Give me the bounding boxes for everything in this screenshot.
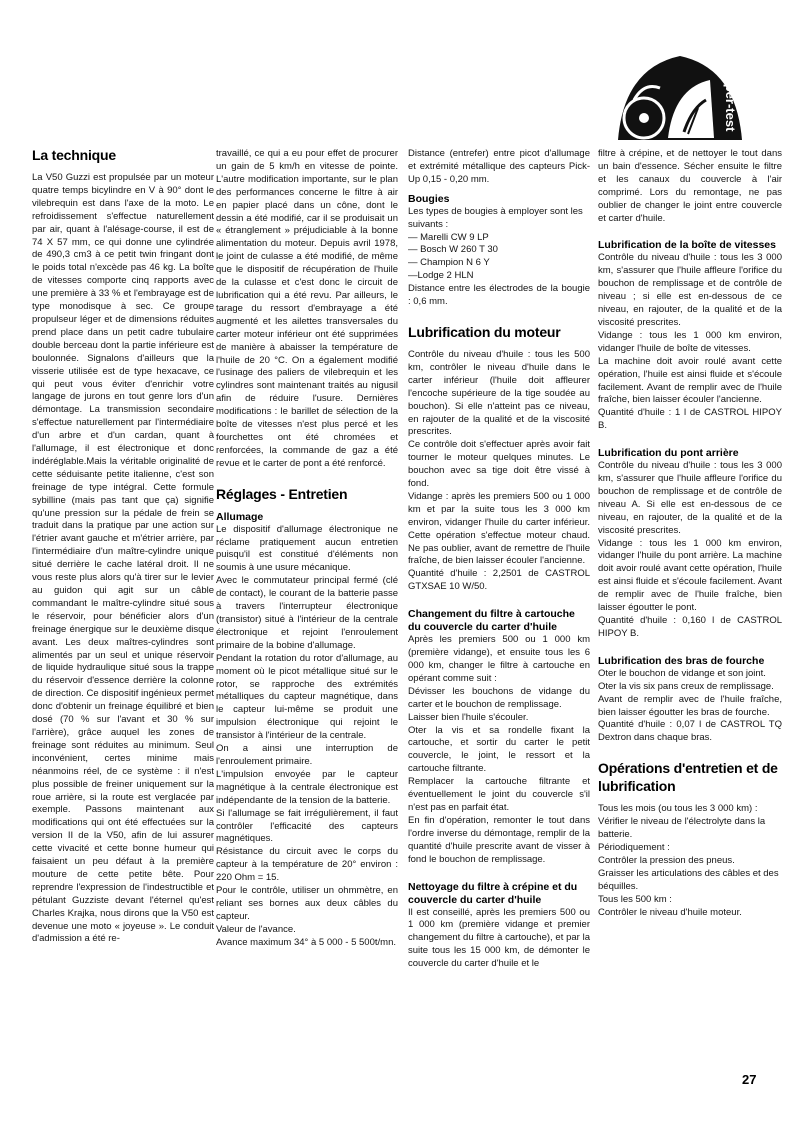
paragraph: Avant de remplir avec de l'huile fraîche, bien laisser égoutter les bras de fourche.	[598, 693, 782, 718]
column-2	[216, 148, 398, 950]
paragraph: Quantité d'huile : 0,160 l de CASTROL HIPOY B.	[598, 615, 782, 639]
subheading-allumage: Allumage	[216, 510, 264, 523]
paragraph: Résistance du circuit avec le corps du capteur à la température de 20° environ : 220 Ohm = 15.	[216, 846, 398, 884]
paragraph: La machine doit avoir roulé avant cette opération, l'huile est ainsi fluide et s'écoule facilement. Avant de remplir avec de l'huile fraîche, bien laisser écouler l'ancienne.	[598, 355, 782, 406]
subheading-nettoyage-filtre: Nettoyage du filtre à crépine et du couvercle du carter d'huile	[408, 880, 578, 906]
paragraph: Tous les mois (ou tous les 3 000 km) :	[598, 803, 758, 815]
column-4	[598, 148, 782, 919]
paragraph: Le dispositif d'allumage électronique ne réclame pratiquement aucun entretien puisqu'il est constitué d'éléments non soumis à une usure mécanique.	[216, 523, 398, 574]
page-number: 27	[742, 1072, 757, 1087]
paragraph: La V50 Guzzi est propulsée par un moteur quatre temps bicylindre en V à 90° dont le vilebrequin est dans l'axe de la moto. Le refroidissement s'effectue naturellement par air, quant à l'alésage-course, il est de 74 X 57 mm, ce qui donne une cylindrée de 490,3 cm3 à ce petit twin fringant dont le poids total n'excède pas 46 kg. La boîte de vitesses comporte cinq rapports avec une première à 33 % et l'embrayage est de type monodisque à sec. Ce groupe propulseur léger et de dimensions réduites prend place dans un petit cadre tubulaire double berceau dont la partie inférieure est boulonnée. Signalons d'ailleurs que la visserie utilisée est de type hexacave, ce qui peut vous éviter d'enrichir votre langage de jurons en tout genre lors d'un démontage. La transmission secondaire s'effectue naturellement par l'intermédiaire d'un arbre et d'un cardan, quant à l'allumage, il est électronique et donc indéréglable.Mais la véritable originalité de cette séduisante petite italienne, c'est son freinage de type intégral. Cette formule sybilline (mais pas tant que ça) signifie qu'une pression sur la pédale de frein se traduit dans la pratique par une action sur l'étrier avant gauche et m'étrier arrière, par l'intermédiaire d'un maître-cylindre unique situé derrière le cache latéral droit. Il ne vous reste plus alors qu'à tirer sur le levier au guidon qui agit sur un câble commandant le maître-cylindre situé sous le réservoir, pour bénéficier alors d'un freinage énergique sur le deuxième disque avant. Les deux maîtres-cylindres sont alimentés par un seul et unique réservoir de liquide hydraulique situé sous la trappe du réservoir d'essence derrière la colonne de direction. Ce dispositif ingénieux permet donc d'obtenir un freinage équilibré et bien dosé (70 % sur l'avant et 30 % sur l'arrière), grâce auquel les zones de freinage sont réduites au minimum. Seul inconvénient, certes minime mais néanmoins réel, de ce système : il n'est plus possible de freiner uniquement sur la roue arrière, si la route est verglacée par exemple. Passons maintenant aux modifications qui ont été effectuées sur la version II de la V50, afin de lui assurer cette vivacité et cette bonne humeur qui faisaient un peu défaut à la première mouture de cette petite bête. Pour reprendre l'expression de l'indestructible et pétulant Guzziste devant l'éternel qu'est Charles Krajka, nous dirons que la V50 est devenue une moto « joyeuse ». Le conduit d'admission a été re-	[32, 172, 214, 945]
plug-item: — Champion N 6 Y	[408, 257, 490, 269]
subheading-lubrification-fourche: Lubrification des bras de fourche	[598, 654, 765, 667]
section-heading-operations: Opérations d'entretien et de lubrification	[598, 760, 778, 795]
paragraph: Vidange : après les premiers 500 ou 1 000 km et par la suite tous les 3 000 km environ, vidanger l'huile du carter inférieur. Cette opération s'effectue moteur chaud. Ne pas oublier, avant de remettre de l'huile fraîche, de bien laisser écouler l'ancienne.	[408, 490, 590, 567]
paragraph: Vérifier le niveau de l'électrolyte dans la batterie.	[598, 816, 766, 841]
super-test-logo	[614, 48, 746, 148]
paragraph: Laisser bien l'huile s'écouler.	[408, 711, 529, 723]
paragraph: Contrôler le niveau d'huile moteur.	[598, 906, 742, 918]
section-heading-reglages: Réglages - Entretien	[216, 485, 348, 502]
paragraph: travaillé, ce qui a eu pour effet de procurer un gain de 5 km/h en vitesse de pointe. L'autre modification importante, sur le plan des performances concerne le filtre à air en papier placé dans un cône, dont le dessin a été modifié, car il se produisait un « étranglement » préjudiciable à la bonne alimentation du moteur. Depuis avril 1978, le joint de culasse a été modifié, de même que le dispositif de récupération de l'huile de la culasse et c'est donc le circuit de lubrification qui a été revu. Par ailleurs, le tarage du ressort d'embrayage a été augmenté et les ailettes transversales du carter moteur inférieur ont été supprimées de manière à abaisser la température de l'huile de 20 °C. On a également modifié l'usinage des paliers de vilebrequin et les cylindres sont maintenant traités au nigusil afin de réduire l'usure. Dernières modifications : le barillet de sélection de la boîte de vitesses n'est plus percé et les fourchettes ont été chromées et renforcées, la commande de gaz a été revue et le carter de pont a été renforcé.	[216, 148, 398, 469]
subheading-bougies: Bougies	[408, 192, 450, 205]
paragraph: Périodiquement :	[598, 841, 670, 853]
paragraph: Avec le commutateur principal fermé (clé de contact), le courant de la batterie passe à travers l'interrupteur électronique (transistor) situé à l'intérieur de la centrale électronique et rejoint l'enroulement primaire de la bobine d'allumage.	[216, 575, 398, 651]
plug-item: —Lodge 2 HLN	[408, 270, 474, 282]
paragraph: Ce contrôle doit s'effectuer après avoir fait tourner le moteur quelques minutes. Le bouchon avec sa tige doit être vissé à fond.	[408, 439, 590, 490]
paragraph: filtre à crépine, et de nettoyer le tout dans un bain d'essence. Sécher ensuite le filtre et les canaux du couvercle à l'air comprimé. Lors du remontage, ne pas oublier de changer le joint entre couvercle et carter d'huile.	[598, 148, 782, 224]
paragraph: Oter la vis et sa rondelle fixant la cartouche, et sortir du carter le petit couvercle, le joint, le ressort et la cartouche filtrante.	[408, 724, 590, 775]
paragraph: Contrôler la pression des pneus.	[598, 854, 735, 866]
paragraph: Après les premiers 500 ou 1 000 km (première vidange), et ensuite tous les 6 000 km, changer le filtre à cartouche en opérant comme suit :	[408, 634, 590, 684]
paragraph: Avance maximum 34° à 5 000 - 5 500t/mn.	[216, 936, 396, 948]
paragraph: Remplacer la cartouche filtrante et éventuellement le joint du couvercle s'il n'est pas en parfait état.	[408, 776, 590, 813]
paragraph: Oter la vis six pans creux de remplissage.	[598, 680, 774, 692]
paragraph: Quantité d'huile : 2,2501 de CASTROL GTXSAE 10 W/50.	[408, 568, 590, 593]
paragraph: En fin d'opération, remonter le tout dans l'ordre inverse du démontage, remplir de la quantité d'huile prescrite avant de visser à fond le bouchon de remplissage.	[408, 814, 590, 865]
paragraph: Quantité d'huile : 0,07 l de CASTROL TQ Dextron dans chaque bras.	[598, 719, 782, 744]
paragraph: Valeur de l'avance.	[216, 923, 296, 935]
paragraph: Pendant la rotation du rotor d'allumage, au moment où le picot métallique situé sur le rotor, se rapproche des extrémités métalliques du capteur magnétique, dans le capteur lui-même se produit une impulsion électronique qui rejoint le transistor à l'intérieur de la centrale.	[216, 652, 398, 742]
subheading-lubrification-pont: Lubrification du pont arrière	[598, 447, 739, 460]
paragraph: Contrôle du niveau d'huile : tous les 500 km, contrôler le niveau d'huile dans le carter inférieur (l'huile doit affleurer l'encoche supérieure de la tige soudée au bouchon). Si elle n'atteint pas ce niveau, en rajouter de la qualité et de la viscosité prescrites.	[408, 348, 590, 438]
column-1	[32, 146, 214, 946]
plug-item: — Bosch W 260 T 30	[408, 244, 498, 256]
column-3	[408, 148, 590, 971]
paragraph: Il est conseillé, après les premiers 500 ou 1 000 km (première vidange et premier changement du filtre à cartouche), et par la suite tous les 15 000 km, de démonter le couvercle du carter d'huile et le	[408, 906, 590, 970]
paragraph: Contrôle du niveau d'huile : tous les 3 000 km, s'assurer que l'huile affleure l'orifice du bouchon de remplissage et de contrôle de niveau A. Si elle est en-dessous de ce niveau, en rajouter, de la qualité et de la viscosité prescrites.	[598, 460, 782, 536]
paragraph: Vidange : tous les 1 000 km environ, vidanger l'huile du pont arrière. La machine doit avoir roulé avant cette opération, l'huile est ainsi fluide et s'écoule facilement. Avant de remplir avec de l'huile fraîche, bien laisser égoutter le pont.	[598, 537, 782, 614]
subheading-lubrification-boite: Lubrification de la boîte de vitesses	[598, 239, 776, 252]
paragraph: L'impulsion envoyée par le capteur magnétique à la centrale électronique est indépendante de la tension de la batterie.	[216, 768, 398, 806]
paragraph: Pour le contrôle, utiliser un ohmmètre, en reliant ses bornes aux deux câbles du capteur.	[216, 885, 398, 922]
plug-item: — Marelli CW 9 LP	[408, 231, 489, 243]
paragraph: Les types de bougies à employer sont les suivants :	[408, 205, 583, 230]
paragraph: Si l'allumage se fait irrégulièrement, il faut contrôler l'efficacité des capteurs magnétiques.	[216, 807, 398, 845]
section-heading-technique: La technique	[32, 147, 116, 163]
paragraph: Distance (entrefer) entre picot d'allumage et extrémité métallique des capteurs Pick-Up 0,15 - 0,20 mm.	[408, 148, 590, 185]
paragraph: On a ainsi une interruption de l'enroulement primaire.	[216, 743, 398, 767]
paragraph: Quantité d'huile : 1 l de CASTROL HIPOY B.	[598, 407, 782, 432]
paragraph: Graisser les articulations des câbles et des béquilles.	[598, 867, 779, 892]
paragraph: Vidange : tous les 1 000 km environ, vidanger l'huile de boîte de vitesses.	[598, 329, 782, 354]
logo-text: super-test	[723, 68, 738, 132]
paragraph: Dévisser les bouchons de vidange du carter et le bouchon de remplissage.	[408, 685, 590, 710]
paragraph: Oter le bouchon de vidange et son joint.	[598, 667, 766, 679]
paragraph: Distance entre les électrodes de la bougie : 0,6 mm.	[408, 283, 590, 308]
subheading-changement-filtre: Changement du filtre à cartouche du couvercle du carter d'huile	[408, 608, 575, 634]
section-heading-lubrification-moteur: Lubrification du moteur	[408, 323, 561, 340]
paragraph: Contrôle du niveau d'huile : tous les 3 000 km, s'assurer que l'huile affleure l'orifice du bouchon de remplissage et de contrôle de niveau ; si elle est en-dessous de ce niveau, en rajouter, de la qualité et de la viscosité prescrites.	[598, 252, 782, 328]
paragraph: Tous les 500 km :	[598, 893, 672, 905]
